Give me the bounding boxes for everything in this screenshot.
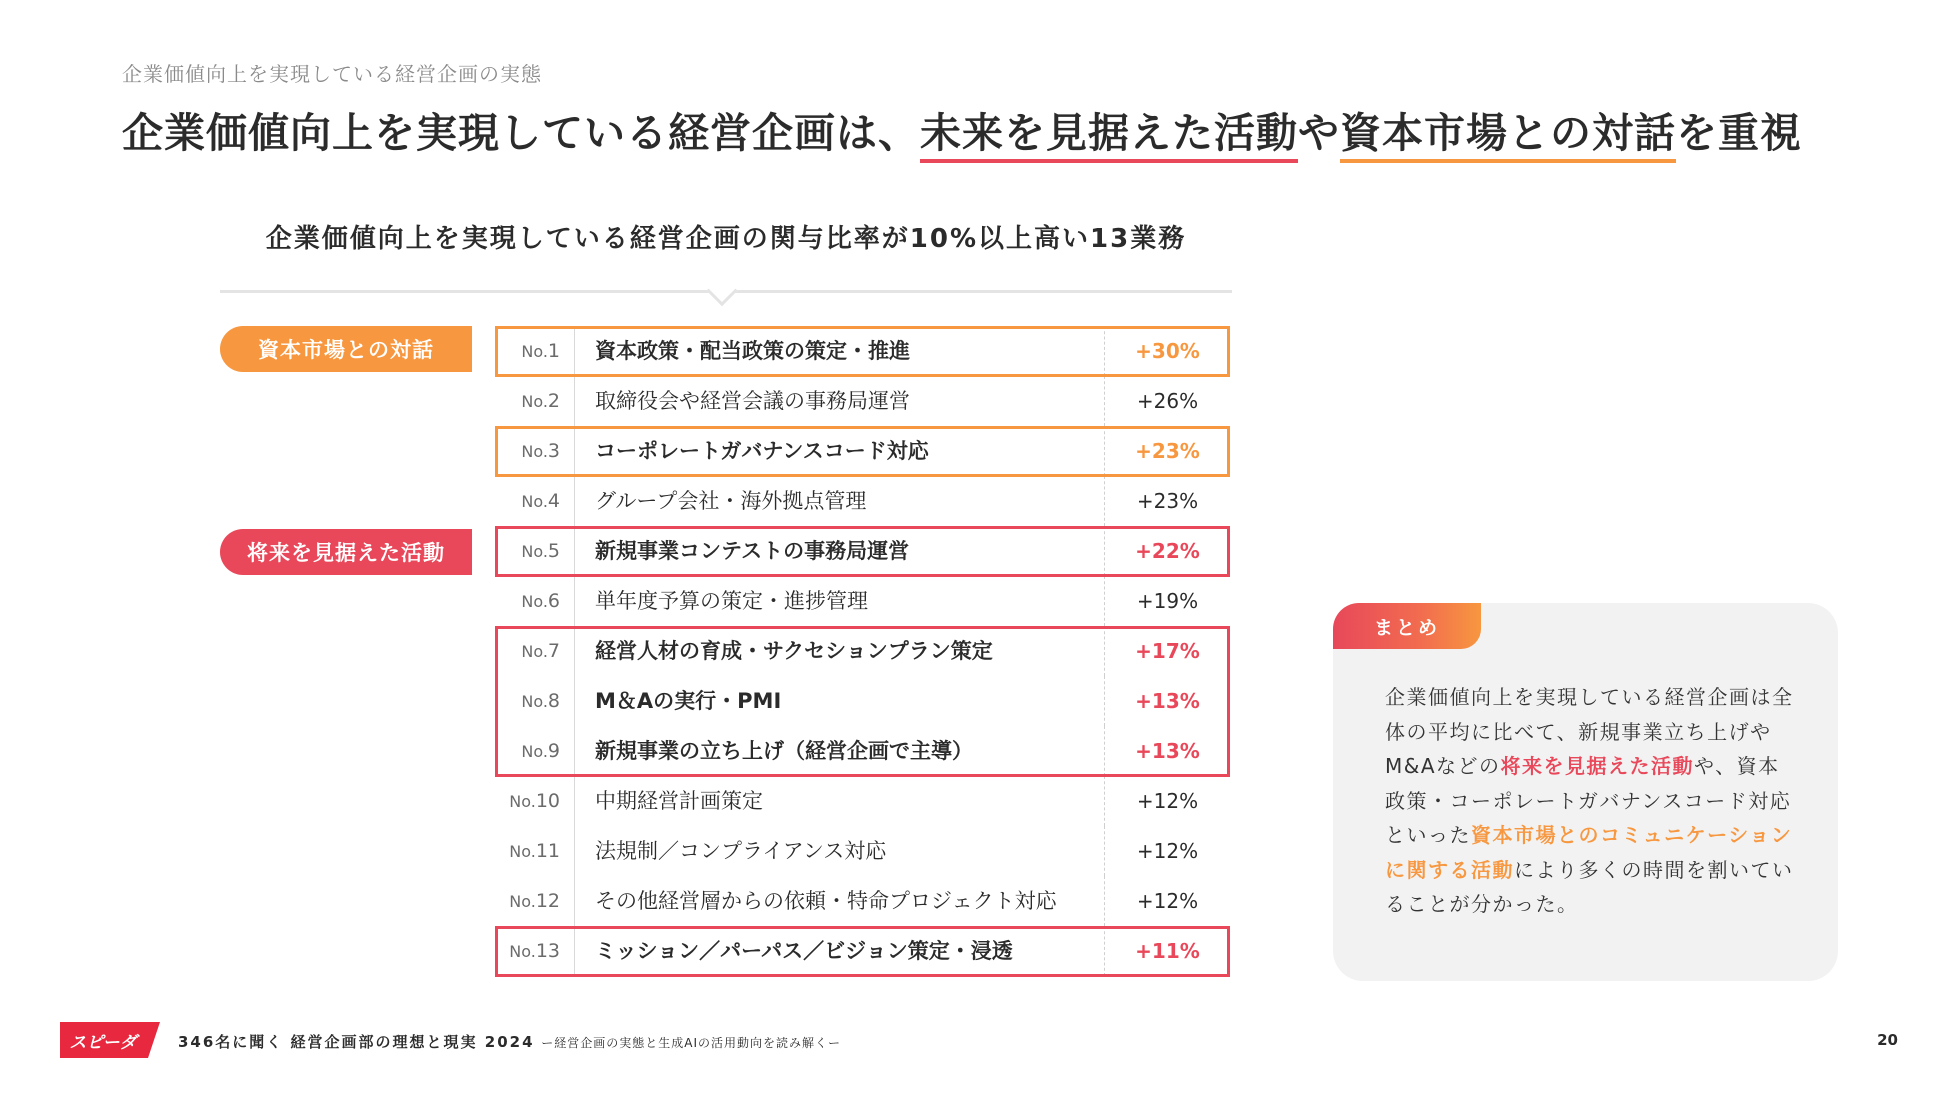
title-highlight-future: 未来を見据えた活動 <box>920 109 1298 163</box>
row-percentage: +13% <box>1135 689 1200 713</box>
table-row <box>495 826 1230 876</box>
highlight-box-future-13 <box>495 926 1230 977</box>
row-task: 経営人材の育成・サクセションプラン策定 <box>575 626 1105 676</box>
row-number: No.10 <box>495 776 575 826</box>
table-row <box>495 476 1230 526</box>
row-task: 取締役会や経営会議の事務局運営 <box>575 376 1105 426</box>
row-task: 中期経営計画策定 <box>575 776 1105 826</box>
row-task: 単年度予算の策定・進捗管理 <box>575 576 1105 626</box>
row-percentage: +11% <box>1135 939 1200 963</box>
summary-text: 企業価値向上を実現している経営企画は全体の平均に比べて、新規事業立ち上げやM&Aなどの将来を見据えた活動や、資本政策・コーポレートガバナンスコード対応といった資本市場とのコミュニケーションに関する活動により多くの時間を割いていることが分かった。 <box>1385 685 1794 916</box>
row-task: ミッション／パーパス／ビジョン策定・浸透 <box>575 926 1105 976</box>
row-task: 新規事業の立ち上げ（経営企画で主導） <box>575 726 1105 776</box>
title-part-1: 企業価値向上を実現している経営企画は、 <box>122 109 920 157</box>
row-number: No.12 <box>495 876 575 926</box>
row-task: M＆Aの実行・PMI <box>575 676 1105 726</box>
highlight-box-future-5 <box>495 526 1230 577</box>
category-label-future-activities: 将来を見据えた活動 <box>220 529 472 575</box>
row-percentage: +23% <box>1135 439 1200 463</box>
row-percentage: +23% <box>1136 489 1199 513</box>
row-number: No.9 <box>495 726 575 776</box>
title-part-3: を重視 <box>1676 109 1802 157</box>
row-percentage: +30% <box>1135 339 1200 363</box>
row-number: No.6 <box>495 576 575 626</box>
row-task: 資本政策・配当政策の策定・推進 <box>575 326 1105 376</box>
page-title <box>122 100 1802 159</box>
title-highlight-capital-market: 資本市場との対話 <box>1340 109 1676 163</box>
table-row <box>495 776 1230 826</box>
row-percentage: +12% <box>1136 839 1199 863</box>
highlight-box-capital-1 <box>495 326 1230 377</box>
row-percentage: +12% <box>1136 889 1199 913</box>
summary-highlight-future: 将来を見据えた活動 <box>1500 754 1695 778</box>
row-number: No.3 <box>495 426 575 476</box>
row-number: No.4 <box>495 476 575 526</box>
row-percentage: +22% <box>1135 539 1200 563</box>
row-number: No.11 <box>495 826 575 876</box>
row-task: その他経営層からの依頼・特命プロジェクト対応 <box>575 876 1105 926</box>
row-percentage: +12% <box>1136 789 1199 813</box>
row-number: No.1 <box>495 326 575 376</box>
row-percentage: +13% <box>1135 739 1200 763</box>
table-subtitle: 企業価値向上を実現している経営企画の関与比率が10%以上高い13業務 <box>265 224 1187 254</box>
highlight-box-future-7-9 <box>495 626 1230 777</box>
row-task: 法規制／コンプライアンス対応 <box>575 826 1105 876</box>
row-number: No.2 <box>495 376 575 426</box>
row-number: No.7 <box>495 626 575 676</box>
section-eyebrow: 企業価値向上を実現している経営企画の実態 <box>122 62 542 86</box>
row-percentage: +17% <box>1135 639 1200 663</box>
footer-report-title: 346名に聞く 経営企画部の理想と現実 2024 ー経営企画の実態と生成AIの活用動向を読み解くー <box>178 1033 842 1051</box>
row-number: No.8 <box>495 676 575 726</box>
row-number: No.13 <box>495 926 575 976</box>
highlight-box-capital-3 <box>495 426 1230 477</box>
row-number: No.5 <box>495 526 575 576</box>
row-percentage: +26% <box>1136 389 1199 413</box>
category-label-capital-market: 資本市場との対話 <box>220 326 472 372</box>
row-task: 新規事業コンテストの事務局運営 <box>575 526 1105 576</box>
row-task: コーポレートガバナンスコード対応 <box>575 426 1105 476</box>
table-row <box>495 576 1230 626</box>
table-row <box>495 876 1230 926</box>
table-row <box>495 376 1230 426</box>
summary-tab: まとめ <box>1333 603 1481 649</box>
row-percentage: +19% <box>1136 589 1199 613</box>
title-part-2: や <box>1298 109 1340 157</box>
brand-logo-text: スピーダ <box>69 1032 137 1053</box>
page-number: 20 <box>1877 1031 1898 1049</box>
row-task: グループ会社・海外拠点管理 <box>575 476 1105 526</box>
subtitle-caret-icon <box>706 275 737 306</box>
summary-highlight-capital-market: 資本市場とのコミュニケーションに関する活動 <box>1385 823 1793 882</box>
